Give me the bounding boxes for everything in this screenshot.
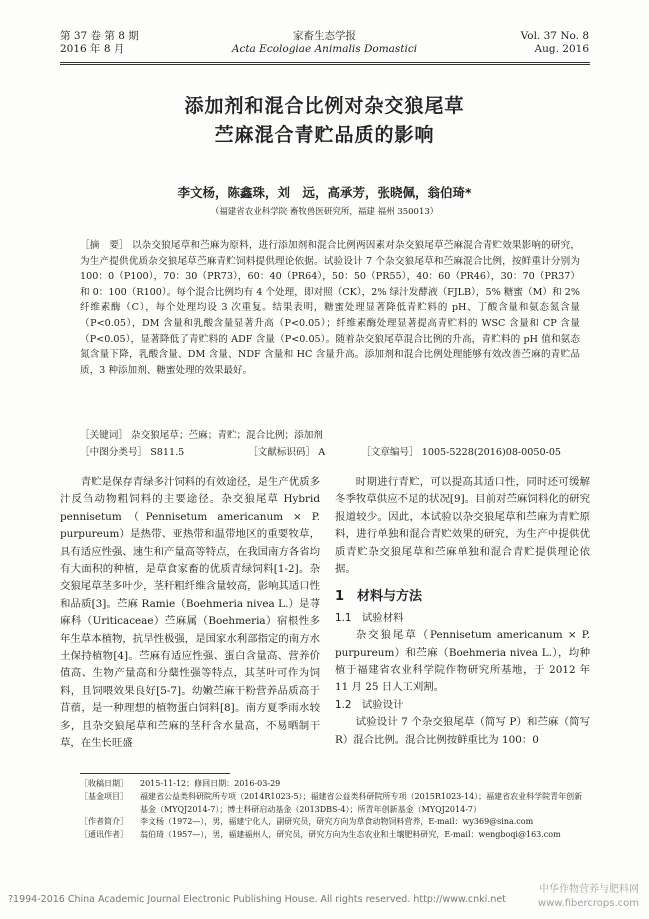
clc-label: ［中图分类号］ (80, 447, 148, 458)
issue-date-en: Aug. 2016 (534, 43, 589, 55)
footnote-value: 翁伯琦（1957—），男，福建福州人，研究员，研究方向为生态农业和土壤肥料研究，E-mail：wengboqi@163.com (140, 830, 561, 840)
intro-paragraph: 青贮是保存青绿多汁饲料的有效途径，是生产优质多汁反刍动物粗饲料的主要途径。杂交狼尾草 Hybrid pennisetum（Pennisetum americanum × P. purpureum）是热带、亚热带和温带地区的重要牧草，具有适应性强、速生和产量高等特点，在我国南方各省均有大面积的种植，是草食家畜的优质青绿饲料[1-2]。杂交狼尾草茎多叶少，茎秆粗纤维含量较高，影响其适口性和品质[3]。苎麻 Ramie（Boehmeria nivea L.）是荨麻科（Uriticaceae）苎麻属（Boehmeria）宿根性多年生草本植物，抗旱性极强，是国家水利部指定的南方水土保持植物[4]。苎麻有适应性强、蛋白含量高、营养价值高、生物产量高和分蘖性强等特点，其茎叶可作为饲料，且饲喂效果良好[5-7]。幼嫩苎麻干粉营养品质高于苜蓿，是一种理想的植物蛋白饲料[8]。南方夏季雨水较多，且杂交狼尾草和苎麻的茎秆含水量高，不易晒制干草，在生长旺盛 (60, 476, 320, 750)
footnote-value: 福建省公益类科研院所专项（2014R1023-5）；福建省公益类科研院所专项（2015R1023-14）；福建省农业科学院青年创新基金（MYQJ2014-7）；博士科研启动基金（2013DBS-4）；所青年创新基金（MYQJ2014-7） (140, 791, 583, 814)
footnote-value: 2015-11-12；修回日期：2016-03-29 (140, 779, 281, 788)
doc-code-value: A (318, 447, 326, 458)
footnote-label: ［作者简介］ (80, 817, 128, 827)
title-line-2: 苎麻混合青贮品质的影响 (214, 124, 435, 146)
journal-name-en: Acta Ecologiae Animalis Domastici (231, 43, 418, 55)
footnotes (80, 778, 590, 842)
clc-value: S811.5 (150, 447, 185, 458)
design-paragraph: 试验设计 7 个杂交狼尾草（简写 P）和苎麻（简写 R）混合比例。混合比例按鲜重比为 100：0 (335, 716, 590, 746)
footnote-rule (80, 773, 230, 774)
journal-name-cn: 家畜生态学报 (293, 30, 356, 42)
watermark-cn: 中华作物营养与肥料网 (539, 884, 639, 895)
article-no-label: ［文章编号］ (361, 447, 419, 458)
header-rule (60, 62, 590, 63)
doc-code-label: ［文献标识码］ (248, 447, 316, 458)
issue-info-en (521, 30, 589, 56)
keywords-text: 杂交狼尾草；苎麻；青贮；混合比例；添加剂 (131, 430, 323, 441)
abstract-text: 以杂交狼尾草和苎麻为原料，进行添加剂和混合比例两因素对杂交狼尾草苎麻混合青贮效果影响的研究，为生产提供优质杂交狼尾草苎麻青贮饲料提供理论依据。试验设计 7 个杂交狼尾草和苎麻混合比例，按鲜重计分别为 100：0（P100），70：30（PR73），60：40（PR64），50：50（PR55），40：60（PR46），30：70（PR37）和 0：100（R100）。每个混合比例均有 4 个处理，即对照（CK），2% 绿汁发酵液（FJLB），5% 糖蜜（M）和 2% 纤维素酶（C），每个处理均设 3 次重复。结果表明，糖蜜处理显著降低青贮料的 pH、丁酸含量和氨态氮含量（P<0.05），DM 含量和乳酸含量显著升高（P<0.05）；纤维素酶处理显著提高青贮料的 WSC 含量和 CP 含量（P<0.05），显著降低了青贮料的 ADF 含量（P<0.05）。随着杂交狼尾草混合比例的升高，青贮料的 pH 值和氨态氮含量下降，乳酸含量、DM 含量、NDF 含量和 HC 含量升高。添加剂和混合比例处理能够有效改善苎麻的青贮品质，3 种添加剂、糖蜜处理的效果最好。 (80, 240, 581, 376)
authors: 李文杨，陈鑫珠，刘 远，高承芳，张晓佩，翁伯琦* (177, 185, 472, 200)
section-heading-materials: 1 材料与方法 (335, 589, 423, 605)
materials-paragraph: 杂交狼尾草（Pennisetum americanum × P. purpureum）和苎麻（Boehmeria nivea L.），均种植于福建省农业科学院作物研究所基地，于 2012 年 11 月 25 日人工刈割。 (335, 629, 590, 694)
classification-line (80, 446, 580, 460)
issue-date: 2016 年 8 月 (60, 43, 125, 55)
abstract-label: ［摘 要］ (80, 240, 129, 251)
footnote-received (80, 778, 590, 791)
abstract (80, 238, 580, 378)
article-no-value: 1005-5228(2016)08-0050-05 (421, 447, 562, 458)
footnote-label: ［收稿日期］ (80, 779, 128, 788)
keywords (80, 429, 580, 443)
footnote-label: ［基金项目］ (80, 791, 128, 801)
footnote-corresponding (80, 829, 590, 842)
right-column (335, 474, 590, 749)
header-rule-thin (60, 64, 590, 65)
footnote-funding (80, 791, 590, 817)
affiliation: （福建省农业科学院 畜牧兽医研究所，福建 福州 350013） (210, 207, 439, 217)
left-column (60, 474, 320, 753)
copyright-line: ?1994-2016 China Academic Journal Electronic Publishing House. All rights reserved. http://www.cnki.net (8, 894, 506, 905)
volume-issue-en: Vol. 37 No. 8 (520, 30, 589, 42)
keywords-label: ［关键词］ (80, 430, 128, 441)
footnote-author (80, 816, 590, 829)
watermark-url: www.fibercrops.com (537, 898, 639, 909)
footnote-value: 李文杨（1972—），男，福建宁化人，副研究员，研究方向为草食动物饲料营养，E-mail：wy369@sina.com (140, 817, 534, 827)
intro-paragraph-continued: 时期进行青贮，可以提高其适口性，同时还可缓解冬季牧草供应不足的状况[9]。目前对苎麻饲料化的研究报道较少。因此，本试验以杂交狼尾草和苎麻为青贮原料，进行单独和混合青贮效果的研究，为生产中提供优质青贮杂交狼尾草和苎麻单独和混合青贮提供理论依据。 (335, 476, 590, 576)
subsection-heading-materials: 1.1 试验材料 (335, 611, 404, 624)
title-line-1: 添加剂和混合比例对杂交狼尾草 (184, 95, 465, 117)
volume-issue: 第 37 卷 第 8 期 (60, 30, 139, 42)
subsection-heading-design: 1.2 试验设计 (335, 698, 404, 711)
footnote-label: ［通讯作者］ (80, 830, 128, 840)
